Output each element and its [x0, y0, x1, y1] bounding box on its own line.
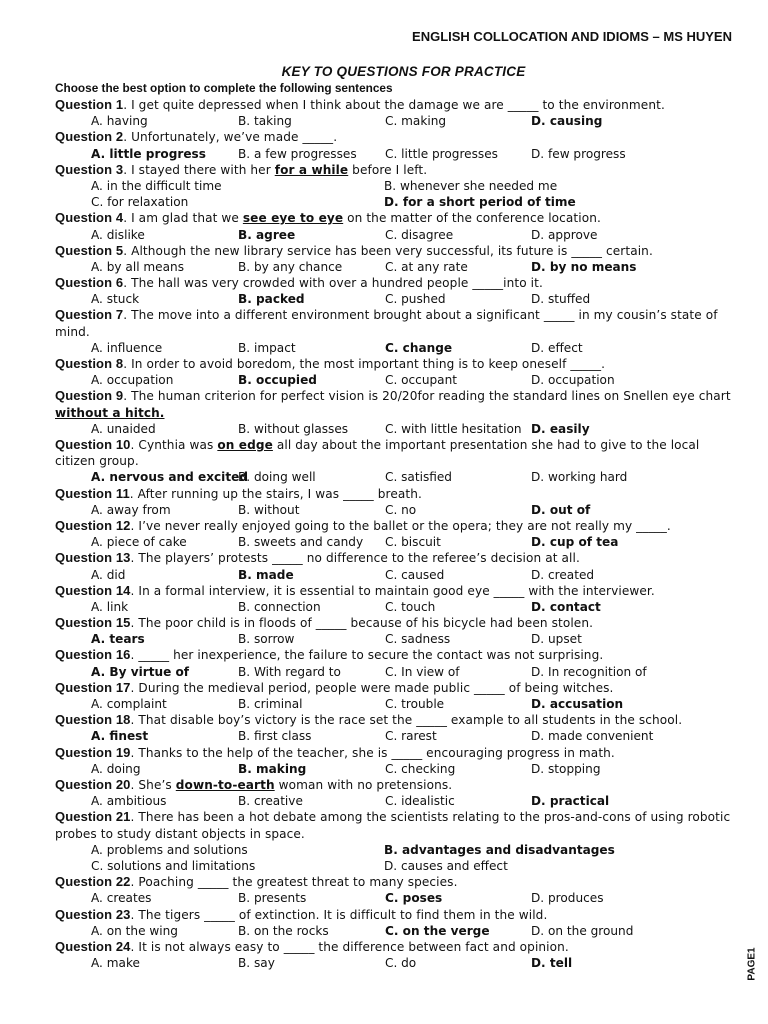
question-text-continued: all day about the important presentation she had to give to the local citizen group. — [55, 438, 700, 469]
document-header: ENGLISH COLLOCATION AND IDIOMS – MS HUYEN — [412, 29, 732, 44]
option-b-correct: B. agree — [238, 227, 296, 242]
option-b: B. With regard to — [238, 664, 341, 679]
option-row — [55, 372, 732, 388]
option-a-correct: A. nervous and excited — [91, 470, 248, 485]
option-c: C. checking — [385, 761, 456, 776]
question-label: Question 6 — [55, 275, 124, 291]
option-d-correct: D. accusation — [531, 697, 624, 712]
option-row — [55, 631, 732, 647]
question-text: . In a formal interview, it is essential to maintain good eye _____ with the interviewer. — [130, 583, 655, 598]
option-row — [55, 761, 732, 777]
question-text: . The move into a different environment brought about a significant _____ in my cousin’s state of mind. — [55, 308, 718, 339]
question-text: . I’ve never really enjoyed going to the ballet or the opera; they are not really my _____. — [130, 518, 671, 533]
question-16 — [55, 647, 732, 663]
question-text: . Poaching _____ the greatest threat to many species. — [130, 875, 458, 890]
question-10 — [55, 437, 732, 469]
option-a: A. having — [91, 114, 148, 129]
question-text: . Unfortunately, we’ve made _____. — [123, 130, 338, 145]
option-c: C. at any rate — [385, 259, 468, 274]
question-21 — [55, 809, 732, 841]
question-20 — [55, 777, 732, 793]
option-b: B. by any chance — [238, 259, 343, 274]
option-a-correct: A. By virtue of — [91, 664, 190, 679]
question-label: Question 12 — [55, 517, 131, 533]
option-a: A. ambitious — [91, 794, 167, 809]
option-c: C. touch — [385, 599, 436, 614]
option-d: D. produces — [531, 891, 604, 906]
underlined-phrase: down-to-earth — [175, 777, 275, 792]
question-label: Question 23 — [55, 906, 131, 922]
option-a-correct: A. tears — [91, 632, 145, 647]
option-c: C. occupant — [385, 373, 457, 388]
option-row — [55, 923, 732, 939]
option-row — [55, 259, 732, 275]
question-3 — [55, 162, 732, 178]
option-row — [55, 793, 732, 809]
option-a: A. in the difficult time — [91, 178, 222, 193]
question-label: Question 7 — [55, 307, 124, 323]
question-text: . Although the new library service has been very successful, its future is _____ certain. — [123, 243, 653, 258]
option-row — [55, 534, 732, 550]
option-c: C. biscuit — [385, 535, 441, 550]
option-a-correct: A. finest — [91, 729, 149, 744]
question-label: Question 13 — [55, 550, 131, 566]
option-row — [55, 146, 732, 162]
option-row — [55, 340, 732, 356]
option-d-correct: D. by no means — [531, 259, 637, 274]
question-text: . I am glad that we — [123, 211, 243, 226]
option-row — [55, 890, 732, 906]
option-c: C. In view of — [385, 664, 460, 679]
option-d: D. stuffed — [531, 292, 591, 307]
option-b-correct: B. advantages and disadvantages — [384, 842, 615, 857]
option-row — [55, 178, 732, 194]
question-text: . The poor child is in floods of _____ because of his bicycle had been stolen. — [130, 616, 594, 631]
option-b: B. connection — [238, 599, 321, 614]
instructions: Choose the best option to complete the following sentences — [55, 81, 393, 95]
question-7 — [55, 307, 732, 339]
question-17 — [55, 680, 732, 696]
option-d: D. on the ground — [531, 923, 634, 938]
question-text-continued: before I left. — [348, 162, 428, 177]
question-text: . I stayed there with her — [123, 162, 275, 177]
option-row — [55, 728, 732, 744]
question-text: . Cynthia was — [130, 438, 218, 452]
option-b: B. say — [238, 956, 275, 971]
question-text: . She’s — [130, 777, 176, 792]
question-1 — [55, 97, 732, 113]
option-d-correct: D. contact — [531, 599, 601, 614]
option-b: B. sweets and candy — [238, 535, 364, 550]
option-a: A. creates — [91, 891, 152, 906]
option-a: A. did — [91, 567, 126, 582]
option-row — [55, 502, 732, 518]
option-a: A. by all means — [91, 259, 185, 274]
option-row — [55, 194, 732, 210]
underlined-phrase: see eye to eye — [242, 211, 344, 226]
option-d-correct: D. for a short period of time — [384, 195, 576, 210]
option-c: C. disagree — [385, 227, 454, 242]
page-number: PAGE1 — [746, 947, 758, 981]
option-b-correct: B. made — [238, 567, 294, 582]
question-label: Question 1 — [55, 97, 124, 112]
option-c: C. rarest — [385, 729, 437, 744]
question-label: Question 10 — [55, 437, 131, 452]
question-text: . In order to avoid boredom, the most important thing is to keep oneself _____. — [123, 357, 606, 372]
question-text: . It is not always easy to _____ the difference between fact and opinion. — [130, 939, 569, 954]
option-b-correct: B. occupied — [238, 373, 317, 388]
option-c: C. pushed — [385, 292, 446, 307]
question-label: Question 8 — [55, 356, 124, 372]
option-d: D. made convenient — [531, 729, 654, 744]
option-b: B. on the rocks — [238, 923, 329, 938]
option-row — [55, 858, 732, 874]
question-text: . The hall was very crowded with over a hundred people _____into it. — [123, 276, 543, 291]
option-c: C. trouble — [385, 697, 445, 712]
question-label: Question 16 — [55, 647, 131, 663]
option-row — [55, 664, 732, 680]
page-title: KEY TO QUESTIONS FOR PRACTICE — [281, 64, 526, 79]
question-label: Question 21 — [55, 809, 131, 825]
option-d-correct: D. easily — [531, 421, 590, 436]
option-row — [55, 567, 732, 583]
question-label: Question 3 — [55, 161, 124, 177]
question-label: Question 20 — [55, 776, 131, 792]
option-a: A. on the wing — [91, 923, 178, 938]
question-label: Question 24 — [55, 938, 131, 954]
question-text: . There has been a hot debate among the scientists relating to the pros-and-cons of using robotic probes to study distant objects in space. — [55, 810, 731, 841]
option-a: A. problems and solutions — [91, 842, 248, 857]
underlined-phrase: without a hitch. — [55, 405, 165, 420]
question-2 — [55, 129, 732, 145]
question-4 — [55, 210, 732, 226]
option-a-correct: A. little progress — [91, 146, 206, 161]
option-d-correct: D. tell — [531, 956, 573, 971]
option-row — [55, 696, 732, 712]
option-b: B. doing well — [238, 470, 316, 485]
option-c: C. no — [385, 502, 417, 517]
question-8 — [55, 356, 732, 372]
question-14 — [55, 583, 732, 599]
option-b: B. a few progresses — [238, 146, 357, 161]
question-24 — [55, 939, 732, 955]
question-label: Question 18 — [55, 712, 131, 728]
option-c: C. little progresses — [385, 146, 498, 161]
question-label: Question 2 — [55, 129, 124, 145]
question-text: . The human criterion for perfect vision is 20/20for reading the standard lines on Snellen eye chart — [123, 389, 731, 404]
option-d: D. effect — [531, 340, 583, 355]
option-a: A. piece of cake — [91, 535, 187, 550]
question-text-continued: woman with no pretensions. — [274, 777, 453, 792]
option-c: C. do — [385, 956, 417, 971]
question-text: . Thanks to the help of the teacher, she is _____ encouraging progress in math. — [130, 745, 615, 760]
option-c: C. making — [385, 114, 447, 129]
question-label: Question 9 — [55, 388, 124, 404]
question-list — [55, 97, 732, 971]
question-text: . After running up the stairs, I was _____ breath. — [129, 486, 422, 501]
option-b: B. without — [238, 502, 300, 517]
option-b: B. first class — [238, 729, 312, 744]
option-row — [55, 599, 732, 615]
option-d-correct: D. practical — [531, 794, 610, 809]
question-label: Question 5 — [55, 242, 124, 258]
option-b: B. sorrow — [238, 632, 295, 647]
option-d: D. In recognition of — [531, 664, 647, 679]
option-c: C. idealistic — [385, 794, 455, 809]
question-label: Question 11 — [55, 485, 130, 501]
question-23 — [55, 907, 732, 923]
option-a: A. occupation — [91, 373, 174, 388]
option-b: B. taking — [238, 114, 292, 129]
option-b: B. criminal — [238, 697, 303, 712]
option-d: D. occupation — [531, 373, 615, 388]
question-11 — [55, 486, 732, 502]
question-18 — [55, 712, 732, 728]
question-22 — [55, 874, 732, 890]
option-a: A. away from — [91, 502, 171, 517]
option-c: C. sadness — [385, 632, 451, 647]
question-text: . During the medieval period, people were made public _____ of being witches. — [130, 680, 614, 695]
question-text-continued: on the matter of the conference location. — [343, 211, 601, 226]
option-d: D. working hard — [531, 470, 628, 485]
option-b-correct: B. making — [238, 761, 307, 776]
option-row — [55, 113, 732, 129]
option-d: D. approve — [531, 227, 598, 242]
question-text: . _____ her inexperience, the failure to secure the contact was not surprising. — [130, 648, 604, 663]
option-a: A. unaided — [91, 421, 156, 436]
question-5 — [55, 243, 732, 259]
option-d-correct: D. cup of tea — [531, 535, 619, 550]
underlined-phrase: on edge — [217, 438, 273, 452]
option-b-correct: B. packed — [238, 292, 305, 307]
option-a: A. dislike — [91, 227, 145, 242]
option-row — [55, 469, 732, 485]
option-d: D. causes and effect — [384, 858, 508, 873]
question-text: . The players’ protests _____ no difference to the referee’s decision at all. — [130, 551, 580, 566]
option-row — [55, 227, 732, 243]
option-row — [55, 421, 732, 437]
option-c: C. caused — [385, 567, 445, 582]
option-c-correct: C. change — [385, 340, 453, 355]
option-c-correct: C. on the verge — [385, 923, 490, 938]
option-b: B. impact — [238, 340, 296, 355]
option-a: A. link — [91, 599, 129, 614]
option-d: D. created — [531, 567, 595, 582]
question-6 — [55, 275, 732, 291]
option-c: C. for relaxation — [91, 195, 189, 210]
option-d: D. stopping — [531, 761, 601, 776]
option-row — [55, 291, 732, 307]
option-a: A. complaint — [91, 697, 167, 712]
option-c-correct: C. poses — [385, 891, 443, 906]
question-text: . That disable boy’s victory is the race set the _____ example to all students in the school. — [130, 713, 683, 728]
option-a: A. doing — [91, 761, 141, 776]
option-b: B. without glasses — [238, 421, 349, 436]
question-13 — [55, 550, 732, 566]
option-d-correct: D. out of — [531, 502, 591, 517]
option-row — [55, 842, 732, 858]
question-15 — [55, 615, 732, 631]
question-label: Question 4 — [55, 210, 124, 226]
question-19 — [55, 745, 732, 761]
question-label: Question 17 — [55, 679, 131, 695]
option-c: C. satisfied — [385, 470, 452, 485]
option-c: C. solutions and limitations — [91, 858, 256, 873]
option-row — [55, 955, 732, 971]
question-text: . I get quite depressed when I think about the damage we are _____ to the environment. — [123, 98, 665, 112]
option-b: B. presents — [238, 891, 307, 906]
underlined-phrase: for a while — [274, 162, 349, 177]
option-a: A. make — [91, 956, 140, 971]
option-c: C. with little hesitation — [385, 421, 522, 436]
option-a: A. influence — [91, 340, 163, 355]
question-label: Question 15 — [55, 615, 131, 631]
question-label: Question 14 — [55, 582, 131, 598]
option-b: B. whenever she needed me — [384, 178, 558, 193]
option-d: D. few progress — [531, 146, 626, 161]
question-label: Question 19 — [55, 744, 131, 760]
option-a: A. stuck — [91, 292, 140, 307]
option-b: B. creative — [238, 794, 303, 809]
question-9 — [55, 388, 732, 420]
option-d-correct: D. causing — [531, 114, 603, 129]
option-d: D. upset — [531, 632, 582, 647]
question-12 — [55, 518, 732, 534]
question-label: Question 22 — [55, 874, 131, 890]
question-text: . The tigers _____ of extinction. It is difficult to find them in the wild. — [130, 907, 548, 922]
